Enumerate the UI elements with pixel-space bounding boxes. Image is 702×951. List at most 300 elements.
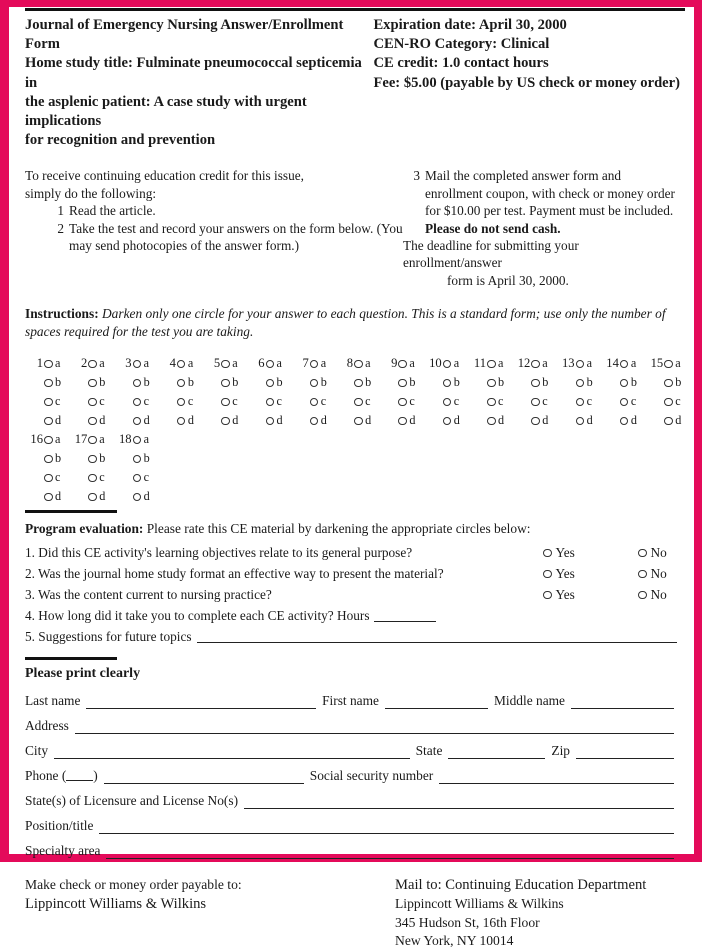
middle-name-input[interactable] — [571, 695, 674, 709]
mail-to-street: 345 Hudson St, 16th Floor — [395, 914, 540, 930]
answer-bubble-icon[interactable] — [44, 417, 53, 426]
answer-option-2-b[interactable] — [72, 373, 116, 392]
answer-option-5-a[interactable] — [205, 354, 249, 373]
yes-bubble-icon[interactable] — [543, 570, 552, 579]
answer-option-8-b[interactable] — [338, 373, 382, 392]
answer-letter: d — [542, 413, 549, 428]
yes-label: Yes — [555, 545, 575, 561]
answer-bubble-icon[interactable] — [487, 398, 496, 407]
question-number: 15 — [650, 356, 664, 371]
answer-option-15-c[interactable] — [648, 392, 692, 411]
answer-option-7-b[interactable] — [294, 373, 338, 392]
answer-option-12-b[interactable] — [515, 373, 559, 392]
answer-bubble-icon[interactable] — [576, 360, 585, 369]
answer-option-9-b[interactable] — [382, 373, 426, 392]
answer-letter: d — [498, 413, 505, 428]
answer-bubble-icon[interactable] — [177, 417, 186, 426]
field-row-state-s-of-licensure-and-license-no-s — [25, 785, 680, 810]
answer-bubble-icon[interactable] — [531, 360, 540, 369]
answer-letter: c — [276, 394, 282, 409]
question-number: 16 — [30, 432, 43, 447]
suggestions-input-line[interactable] — [197, 631, 677, 643]
answer-bubble-icon[interactable] — [133, 436, 142, 445]
answer-bubble-icon[interactable] — [177, 360, 186, 369]
answer-bubble-icon[interactable] — [398, 417, 407, 426]
answer-letter: d — [55, 489, 62, 504]
intro-left-column — [25, 167, 403, 289]
answer-column-8 — [338, 354, 382, 430]
answer-bubble-icon[interactable] — [354, 360, 363, 369]
yes-label: Yes — [555, 566, 575, 582]
expiration-date: Expiration date: April 30, 2000 — [373, 17, 567, 33]
evaluation-no-option[interactable] — [637, 545, 667, 561]
answer-letter: b — [409, 375, 416, 390]
answer-column-14 — [604, 354, 648, 430]
answer-option-4-b[interactable] — [161, 373, 205, 392]
answer-column-1 — [28, 354, 72, 430]
answer-option-16-a[interactable] — [28, 430, 72, 449]
form-footer — [25, 876, 680, 950]
answer-option-6-c[interactable] — [250, 392, 294, 411]
answer-bubble-icon[interactable] — [88, 493, 97, 502]
answer-letter: d — [276, 413, 283, 428]
answer-option-12-a[interactable] — [515, 354, 559, 373]
answer-option-8-a[interactable] — [338, 354, 382, 373]
question-number: 2 — [81, 356, 88, 371]
evaluation-heading — [25, 520, 680, 537]
answer-option-2-a[interactable] — [72, 354, 116, 373]
answer-letter: d — [320, 413, 327, 428]
no-bubble-icon[interactable] — [638, 570, 647, 579]
answer-bubble-icon[interactable] — [177, 379, 186, 388]
answer-option-5-c[interactable] — [205, 392, 249, 411]
evaluation-questions — [25, 543, 680, 648]
answer-letter: d — [99, 413, 106, 428]
answer-column-18 — [117, 430, 161, 506]
answer-option-17-a[interactable] — [72, 430, 116, 449]
step-text-plain: Mail the completed answer form and enrollment coupon, with check or money order for $10.00 per test. Payment must be included. — [425, 168, 675, 219]
question-number: 17 — [74, 432, 88, 447]
payable-to-label: Make check or money order payable to: — [25, 877, 242, 893]
answer-letter: d — [187, 413, 194, 428]
answer-bubble-icon[interactable] — [487, 360, 496, 369]
answer-option-14-c[interactable] — [604, 392, 648, 411]
evaluation-row-3 — [25, 585, 680, 606]
answer-letter: a — [143, 432, 150, 447]
answer-letter: a — [232, 356, 238, 371]
last-name-input[interactable] — [86, 695, 316, 709]
step-number: 3 — [413, 168, 420, 184]
answer-letter: a — [276, 356, 282, 371]
state-s-of-licensure-and-license-no-s-input[interactable] — [244, 795, 674, 809]
answer-bubble-icon[interactable] — [487, 379, 496, 388]
footer-right-block — [395, 876, 680, 950]
step-number: 1 — [57, 203, 64, 219]
answer-bubble-icon[interactable] — [664, 379, 673, 388]
answer-letter: b — [55, 451, 62, 466]
answer-letter: b — [99, 451, 106, 466]
answer-bubble-icon[interactable] — [44, 436, 53, 445]
answer-option-15-d[interactable] — [648, 411, 692, 430]
answer-option-10-d[interactable] — [427, 411, 471, 430]
answer-letter: c — [99, 394, 105, 409]
answer-bubble-icon[interactable] — [354, 417, 363, 426]
answer-bubble-icon[interactable] — [44, 398, 53, 407]
answer-bubble-icon[interactable] — [398, 379, 407, 388]
answer-option-13-b[interactable] — [560, 373, 604, 392]
answer-letter: c — [55, 394, 61, 409]
address-label: Address — [25, 718, 69, 734]
cen-ro-category: CEN-RO Category: Clinical — [373, 36, 550, 53]
answer-bubble-icon[interactable] — [44, 493, 53, 502]
answer-option-11-a[interactable] — [471, 354, 515, 373]
answer-bubble-icon[interactable] — [664, 417, 673, 426]
field-row-last-name — [25, 685, 680, 710]
no-label: No — [650, 587, 667, 603]
answer-option-4-d[interactable] — [161, 411, 205, 430]
answer-option-13-a[interactable] — [560, 354, 604, 373]
answer-option-11-c[interactable] — [471, 392, 515, 411]
question-number: 14 — [606, 356, 619, 371]
intro-step-3 — [403, 167, 680, 237]
answer-letter: d — [143, 489, 150, 504]
answer-option-2-c[interactable] — [72, 392, 116, 411]
no-bubble-icon[interactable] — [638, 591, 647, 600]
answer-letter: b — [586, 375, 593, 390]
evaluation-yes-option[interactable] — [542, 545, 575, 561]
answer-option-14-b[interactable] — [604, 373, 648, 392]
answer-letter: a — [542, 356, 548, 371]
answer-option-3-b[interactable] — [117, 373, 161, 392]
answer-option-7-d[interactable] — [294, 411, 338, 430]
answer-bubble-icon[interactable] — [177, 398, 186, 407]
no-label: No — [650, 566, 667, 582]
answer-letter: a — [586, 356, 593, 371]
answer-bubble-icon[interactable] — [531, 417, 540, 426]
answer-bubble-icon[interactable] — [221, 417, 230, 426]
payable-to-name: Lippincott Williams & Wilkins — [25, 896, 207, 913]
answer-bubble-icon[interactable] — [354, 379, 363, 388]
state-input[interactable] — [448, 745, 545, 759]
answer-option-9-a[interactable] — [382, 354, 426, 373]
specialty-area-input[interactable] — [106, 845, 674, 859]
answer-option-16-b[interactable] — [28, 449, 72, 468]
no-bubble-icon[interactable] — [638, 549, 647, 558]
answer-bubble-icon[interactable] — [266, 398, 275, 407]
answer-option-7-c[interactable] — [294, 392, 338, 411]
answer-letter: d — [453, 413, 460, 428]
answer-bubble-icon[interactable] — [221, 398, 230, 407]
instructions-block — [25, 305, 680, 340]
print-clearly-heading: Please print clearly — [25, 666, 141, 682]
evaluation-question-text: 5. Suggestions for future topics — [25, 629, 677, 645]
answer-column-13 — [560, 354, 604, 430]
answer-option-9-c[interactable] — [382, 392, 426, 411]
form-inner — [9, 7, 694, 949]
address-input[interactable] — [75, 720, 674, 734]
answer-option-18-a[interactable] — [117, 430, 161, 449]
answer-option-4-a[interactable] — [161, 354, 205, 373]
mail-to-company: Lippincott Williams & Wilkins — [395, 896, 564, 912]
answer-bubble-icon[interactable] — [531, 379, 540, 388]
answer-option-14-d[interactable] — [604, 411, 648, 430]
answer-option-15-b[interactable] — [648, 373, 692, 392]
study-title-line-2: the asplenic patient: A case study with urgent implications — [25, 93, 307, 130]
answer-option-1-a[interactable] — [28, 354, 72, 373]
answer-option-17-b[interactable] — [72, 449, 116, 468]
answer-bubble-icon[interactable] — [664, 398, 673, 407]
answer-bubble-icon[interactable] — [266, 379, 275, 388]
answer-bubble-icon[interactable] — [310, 360, 319, 369]
answer-bubble-icon[interactable] — [576, 379, 585, 388]
fee: Fee: $5.00 (payable by US check or money order) — [373, 74, 680, 91]
yes-bubble-icon[interactable] — [543, 549, 552, 558]
answer-column-16 — [28, 430, 72, 506]
answer-letter: b — [365, 375, 372, 390]
answer-bubble-icon[interactable] — [44, 474, 53, 483]
answer-bubble-icon[interactable] — [443, 417, 452, 426]
answer-bubble-icon[interactable] — [266, 360, 275, 369]
ce-credit: CE credit: 1.0 contact hours — [373, 55, 549, 72]
step-number: 2 — [57, 220, 64, 236]
state-s-of-licensure-and-license-no-s-label: State(s) of Licensure and License No(s) — [25, 793, 239, 809]
answer-option-13-d[interactable] — [560, 411, 604, 430]
step-text: Take the test and record your answers on the form below. (You may send photocopies of the answer form.) — [69, 220, 403, 254]
answer-bubble-icon[interactable] — [133, 398, 142, 407]
answer-option-12-d[interactable] — [515, 411, 559, 430]
intro-section — [25, 167, 680, 289]
answer-bubble-icon[interactable] — [133, 455, 142, 464]
answer-option-1-b[interactable] — [28, 373, 72, 392]
answer-letter: a — [675, 356, 681, 371]
no-cash-warning: Please do not send cash. — [425, 220, 561, 236]
answer-letter: d — [630, 413, 637, 428]
instructions-label: Instructions: — [25, 306, 99, 322]
answer-bubble-icon[interactable] — [221, 379, 230, 388]
intro-lead-line-2: simply do the following: — [25, 185, 157, 201]
evaluation-question-text: 2. Was the journal home study format an effective way to present the material? — [25, 566, 444, 582]
answer-option-5-d[interactable] — [205, 411, 249, 430]
answer-option-6-a[interactable] — [250, 354, 294, 373]
answer-option-10-b[interactable] — [427, 373, 471, 392]
answer-bubble-icon[interactable] — [576, 417, 585, 426]
position-title-input[interactable] — [99, 820, 674, 834]
answer-bubble-icon[interactable] — [398, 398, 407, 407]
answer-option-17-d[interactable] — [72, 487, 116, 506]
question-number: 9 — [391, 356, 398, 371]
answer-bubble-icon[interactable] — [88, 379, 97, 388]
answer-letter: c — [320, 394, 327, 409]
answer-letter: d — [232, 413, 239, 428]
answer-bubble-icon[interactable] — [620, 398, 629, 407]
answer-bubble-icon[interactable] — [133, 379, 142, 388]
answer-option-9-d[interactable] — [382, 411, 426, 430]
answer-bubble-icon[interactable] — [443, 360, 452, 369]
evaluation-yes-option[interactable] — [542, 566, 575, 582]
answer-letter: c — [232, 394, 238, 409]
city-input[interactable] — [54, 745, 410, 759]
evaluation-row-2 — [25, 564, 680, 585]
hours-input-line[interactable] — [374, 610, 436, 622]
evaluation-row-1 — [25, 543, 680, 564]
middle-name-label: Middle name — [493, 693, 565, 709]
answer-letter: b — [99, 375, 106, 390]
answer-bubble-icon[interactable] — [88, 455, 97, 464]
evaluation-question-text: 1. Did this CE activity's learning objectives relate to its general purpose? — [25, 545, 413, 561]
answer-grid-row-1 — [25, 354, 680, 430]
specialty-area-label: Specialty area — [25, 843, 101, 859]
question-number: 4 — [169, 356, 176, 371]
answer-option-17-c[interactable] — [72, 468, 116, 487]
phone-area-code-input[interactable] — [66, 769, 93, 781]
answer-column-5 — [205, 354, 249, 430]
answer-bubble-icon[interactable] — [620, 379, 629, 388]
first-name-label: First name — [322, 693, 379, 709]
answer-bubble-icon[interactable] — [44, 455, 53, 464]
answer-option-3-a[interactable] — [117, 354, 161, 373]
answer-option-18-c[interactable] — [117, 468, 161, 487]
yes-bubble-icon[interactable] — [543, 591, 552, 600]
answer-option-15-a[interactable] — [648, 354, 692, 373]
answer-bubble-icon[interactable] — [44, 360, 53, 369]
field-row-phone — [25, 760, 680, 785]
answer-option-11-d[interactable] — [471, 411, 515, 430]
answer-option-8-c[interactable] — [338, 392, 382, 411]
question-number: 7 — [302, 356, 309, 371]
answer-bubble-icon[interactable] — [310, 379, 319, 388]
answer-letter: b — [187, 375, 194, 390]
mail-to-city: New York, NY 10014 — [395, 933, 514, 949]
answer-letter: d — [409, 413, 416, 428]
step-text — [425, 167, 680, 237]
answer-letter: a — [453, 356, 460, 371]
answer-bubble-icon[interactable] — [133, 493, 142, 502]
answer-option-5-b[interactable] — [205, 373, 249, 392]
evaluation-no-option[interactable] — [637, 566, 667, 582]
answer-option-3-d[interactable] — [117, 411, 161, 430]
answer-option-2-d[interactable] — [72, 411, 116, 430]
answer-letter: b — [453, 375, 460, 390]
field-row-specialty-area — [25, 835, 680, 860]
answer-option-1-c[interactable] — [28, 392, 72, 411]
answer-bubble-icon[interactable] — [531, 398, 540, 407]
answer-bubble-icon[interactable] — [88, 474, 97, 483]
answer-option-10-a[interactable] — [427, 354, 471, 373]
answer-option-13-c[interactable] — [560, 392, 604, 411]
answer-letter: a — [99, 356, 105, 371]
answer-bubble-icon[interactable] — [133, 417, 142, 426]
answer-option-11-b[interactable] — [471, 373, 515, 392]
answer-option-1-d[interactable] — [28, 411, 72, 430]
answer-letter: c — [630, 394, 637, 409]
intro-steps — [25, 202, 403, 254]
first-name-input[interactable] — [385, 695, 488, 709]
yes-label: Yes — [555, 587, 575, 603]
answer-option-3-c[interactable] — [117, 392, 161, 411]
answer-bubble-icon[interactable] — [487, 417, 496, 426]
evaluation-yes-option[interactable] — [542, 587, 575, 603]
question-number: 18 — [119, 432, 132, 447]
answer-bubble-icon[interactable] — [620, 360, 629, 369]
answer-option-4-c[interactable] — [161, 392, 205, 411]
ssn-label: Social security number — [309, 768, 434, 784]
position-title-label: Position/title — [25, 818, 94, 834]
answer-letter: b — [276, 375, 283, 390]
ssn-input[interactable] — [439, 770, 674, 784]
footer-left-block — [25, 876, 395, 950]
answer-option-6-b[interactable] — [250, 373, 294, 392]
answer-column-11 — [471, 354, 515, 430]
answer-letter: a — [99, 432, 105, 447]
answer-option-16-c[interactable] — [28, 468, 72, 487]
answer-bubble-icon[interactable] — [398, 360, 407, 369]
answer-option-12-c[interactable] — [515, 392, 559, 411]
phone-label: Phone ( ) — [25, 768, 98, 784]
field-row-position-title — [25, 810, 680, 835]
field-row-address — [25, 710, 680, 735]
answer-bubble-icon[interactable] — [310, 398, 319, 407]
answer-letter: d — [675, 413, 682, 428]
answer-bubble-icon[interactable] — [310, 417, 319, 426]
answer-column-15 — [648, 354, 692, 430]
answer-letter: b — [675, 375, 682, 390]
answer-bubble-icon[interactable] — [133, 474, 142, 483]
zip-input[interactable] — [576, 745, 674, 759]
question-number: 11 — [473, 356, 486, 371]
evaluation-no-option[interactable] — [637, 587, 667, 603]
answer-option-8-d[interactable] — [338, 411, 382, 430]
answer-bubble-icon[interactable] — [266, 417, 275, 426]
answer-bubble-icon[interactable] — [443, 398, 452, 407]
answer-option-18-b[interactable] — [117, 449, 161, 468]
answer-letter: c — [143, 470, 150, 485]
answer-bubble-icon[interactable] — [88, 360, 97, 369]
answer-bubble-icon[interactable] — [88, 417, 97, 426]
answer-option-14-a[interactable] — [604, 354, 648, 373]
evaluation-question-text: 4. How long did it take you to complete each CE activity? Hours — [25, 608, 436, 624]
answer-bubble-icon[interactable] — [133, 360, 142, 369]
answer-bubble-icon[interactable] — [576, 398, 585, 407]
answer-column-7 — [294, 354, 338, 430]
answer-bubble-icon[interactable] — [221, 360, 230, 369]
answer-bubble-icon[interactable] — [664, 360, 673, 369]
answer-letter: d — [99, 489, 106, 504]
deadline-line-1: The deadline for submitting your enrollment/answer — [403, 238, 579, 271]
answer-option-7-a[interactable] — [294, 354, 338, 373]
answer-bubble-icon[interactable] — [88, 398, 97, 407]
answer-bubble-icon[interactable] — [620, 417, 629, 426]
answer-bubble-icon[interactable] — [443, 379, 452, 388]
answer-letter: a — [409, 356, 415, 371]
phone-number-input[interactable] — [104, 770, 304, 784]
answer-column-3 — [117, 354, 161, 430]
answer-option-18-d[interactable] — [117, 487, 161, 506]
answer-letter: a — [187, 356, 194, 371]
answer-bubble-icon[interactable] — [88, 436, 97, 445]
answer-grid-row-2 — [25, 430, 680, 506]
evaluation-divider — [25, 510, 117, 513]
deadline-line-2: form is April 30, 2000. — [447, 272, 569, 288]
answer-option-6-d[interactable] — [250, 411, 294, 430]
answer-bubble-icon[interactable] — [44, 379, 53, 388]
answer-letter: c — [143, 394, 150, 409]
header-right-block — [373, 16, 680, 150]
answer-letter: c — [453, 394, 460, 409]
answer-option-10-c[interactable] — [427, 392, 471, 411]
answer-letter: c — [365, 394, 371, 409]
answer-bubble-icon[interactable] — [354, 398, 363, 407]
answer-option-16-d[interactable] — [28, 487, 72, 506]
